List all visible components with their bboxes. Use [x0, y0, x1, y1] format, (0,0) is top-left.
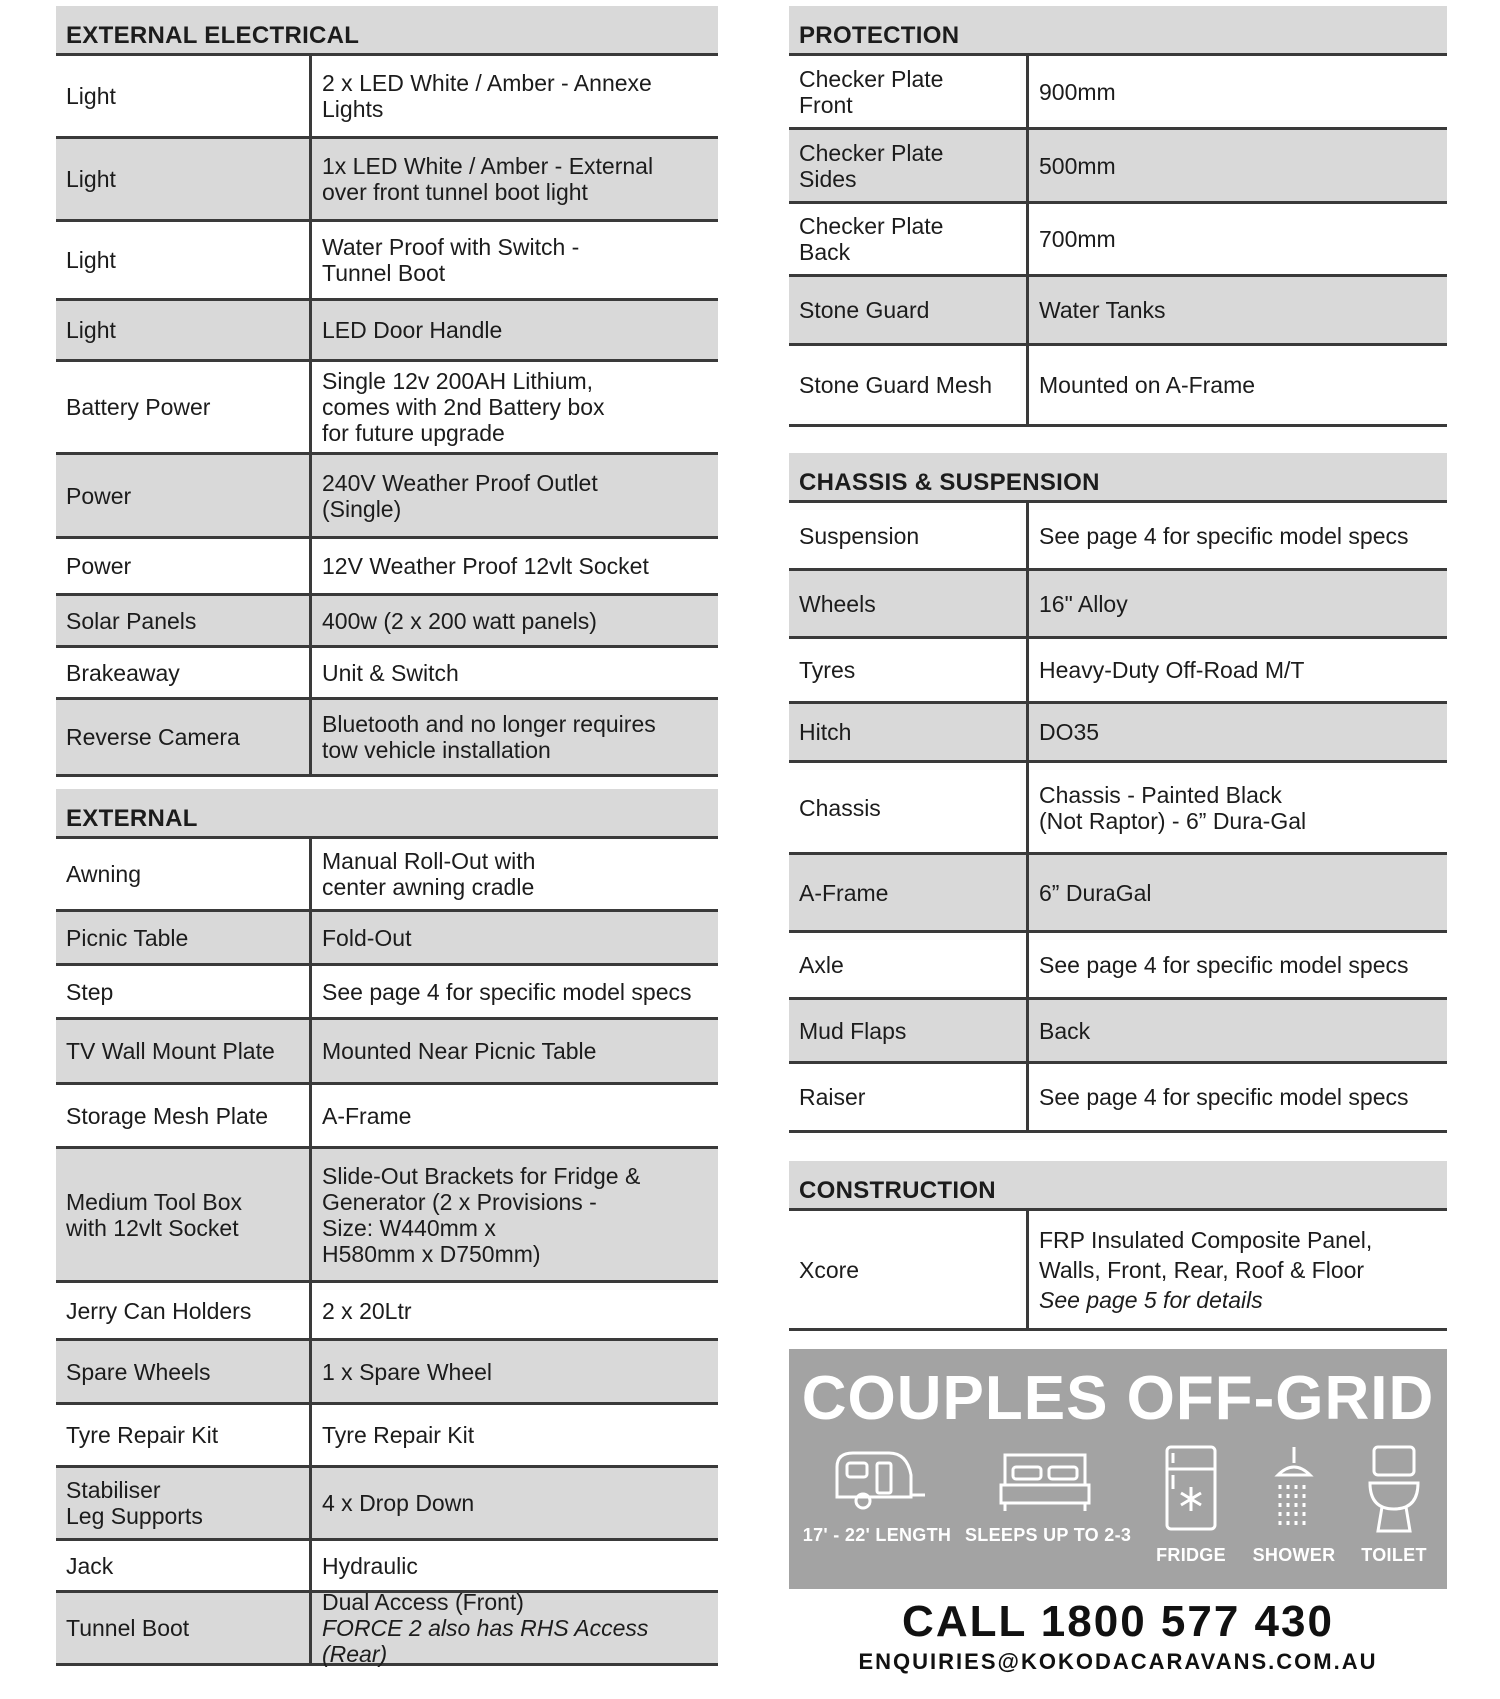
promo-title: COUPLES OFF-GRID [801, 1364, 1435, 1433]
spec-label: Light [56, 301, 312, 359]
spec-label: Checker Plate Sides [789, 130, 1029, 201]
spec-value-main: FRP Insulated Composite Panel, Walls, Front, Rear, Roof & Floor [1039, 1226, 1373, 1283]
spec-row [56, 839, 718, 912]
spec-row [789, 503, 1447, 571]
spec-row [56, 700, 718, 777]
section-title: EXTERNAL ELECTRICAL [56, 6, 718, 56]
spec-label: Tunnel Boot [56, 1593, 312, 1663]
spec-value: Mounted Near Picnic Table [322, 1038, 597, 1064]
spec-label: Tyre Repair Kit [56, 1405, 312, 1465]
feature-toilet [1349, 1445, 1439, 1566]
spec-label: Stabiliser Leg Supports [56, 1468, 312, 1538]
spec-label: Battery Power [56, 362, 312, 452]
spec-value: Unit & Switch [322, 659, 459, 686]
spec-row [56, 1283, 718, 1341]
spec-row [789, 1211, 1447, 1331]
spec-label: Chassis [789, 763, 1029, 852]
spec-value: 900mm [1039, 78, 1116, 105]
spec-label: Picnic Table [56, 912, 312, 963]
spec-value: Manual Roll-Out with center awning cradle [322, 848, 536, 900]
spec-row [56, 1341, 718, 1405]
spec-value-note: FORCE 2 also has RHS Access (Rear) [322, 1615, 649, 1667]
spec-label: Power [56, 455, 312, 536]
section-external [56, 789, 718, 1666]
call-number[interactable]: CALL 1800 577 430 [902, 1597, 1334, 1646]
spec-label: Raiser [789, 1064, 1029, 1130]
spec-value: See page 4 for specific model specs [322, 978, 692, 1005]
spec-label: TV Wall Mount Plate [56, 1020, 312, 1082]
promo-banner [789, 1349, 1447, 1589]
email-address[interactable]: ENQUIRIES@KOKODACARAVANS.COM.AU [858, 1649, 1378, 1674]
spec-value-note: See page 5 for details [1039, 1286, 1263, 1313]
spec-label: Step [56, 966, 312, 1017]
spec-value: Chassis - Painted Black (Not Raptor) - 6” Dura-Gal [1039, 781, 1307, 834]
spec-row [789, 639, 1447, 704]
spec-row [56, 966, 718, 1020]
spec-row [56, 1541, 718, 1593]
feature-label: SLEEPS UP TO 2-3 [965, 1525, 1132, 1545]
feature-label: FRIDGE [1156, 1545, 1226, 1565]
spec-value: 500mm [1039, 152, 1116, 179]
spec-value: 2 x 20Ltr [322, 1297, 412, 1324]
section-title: CONSTRUCTION [789, 1161, 1447, 1211]
spec-row [789, 204, 1447, 277]
spec-value: Slide-Out Brackets for Fridge & Generator (2 x Provisions - Size: W440mm x H580mm x D750mm) [322, 1162, 641, 1267]
spec-value: 400w (2 x 200 watt panels) [322, 607, 597, 634]
spec-row [56, 455, 718, 539]
spec-value: See page 4 for specific model specs [1039, 952, 1409, 978]
caravan-icon [827, 1445, 927, 1515]
section-external-electrical [56, 6, 718, 777]
feature-shower [1239, 1445, 1349, 1566]
spec-row [789, 130, 1447, 204]
spec-row [56, 1405, 718, 1468]
spec-label: Awning [56, 839, 312, 909]
spec-label: Brakeaway [56, 648, 312, 697]
left-column [56, 6, 718, 1678]
spec-label: Power [56, 539, 312, 593]
spec-label: Mud Flaps [789, 1000, 1029, 1061]
spec-label: Tyres [789, 639, 1029, 701]
spec-value: Single 12v 200AH Lithium, comes with 2nd Battery box for future upgrade [322, 368, 605, 446]
spec-label: A-Frame [789, 855, 1029, 930]
spec-row [789, 56, 1447, 130]
spec-label: Medium Tool Box with 12vlt Socket [56, 1149, 312, 1280]
spec-value: 2 x LED White / Amber - Annexe Lights [322, 70, 652, 122]
spec-row [56, 539, 718, 596]
fridge-icon [1161, 1445, 1221, 1535]
section-title: EXTERNAL [56, 789, 718, 839]
spec-row [789, 346, 1447, 427]
spec-value: Heavy-Duty Off-Road M/T [1039, 657, 1305, 683]
spec-label: Hitch [789, 704, 1029, 760]
spec-row [789, 763, 1447, 855]
right-column [789, 6, 1447, 1675]
spec-row [789, 571, 1447, 639]
spec-value: 4 x Drop Down [322, 1490, 475, 1516]
section-construction [789, 1161, 1447, 1331]
toilet-icon [1364, 1445, 1424, 1535]
spec-row [56, 1589, 718, 1667]
spec-label: Solar Panels [56, 596, 312, 645]
feature-sleeps [965, 1445, 1132, 1546]
spec-label: Storage Mesh Plate [56, 1085, 312, 1146]
spec-label: Stone Guard Mesh [789, 346, 1029, 424]
spec-row [56, 912, 718, 966]
shower-icon [1264, 1445, 1324, 1535]
spec-row [56, 1020, 718, 1085]
spec-label: Axle [789, 933, 1029, 997]
feature-label: TOILET [1361, 1545, 1427, 1565]
spec-value: 6” DuraGal [1039, 879, 1152, 906]
spec-value: A-Frame [322, 1102, 412, 1129]
spec-value: Hydraulic [322, 1552, 418, 1579]
spec-label: Checker Plate Back [789, 204, 1029, 274]
section-protection [789, 6, 1447, 427]
spec-value: 16" Alloy [1039, 590, 1128, 617]
spec-value: Bluetooth and no longer requires tow vehicle installation [322, 711, 656, 763]
spec-label: Light [56, 139, 312, 219]
section-chassis-suspension [789, 453, 1447, 1133]
spec-label: Reverse Camera [56, 700, 312, 774]
spec-label: Suspension [789, 503, 1029, 568]
feature-fridge [1141, 1445, 1241, 1566]
spec-row [56, 222, 718, 301]
spec-value: Tyre Repair Kit [322, 1422, 475, 1448]
spec-value: See page 4 for specific model specs [1039, 1084, 1409, 1110]
spec-value: Mounted on A-Frame [1039, 372, 1256, 398]
spec-label: Jerry Can Holders [56, 1283, 312, 1338]
spec-value: 12V Weather Proof 12vlt Socket [322, 553, 649, 579]
spec-row [56, 362, 718, 455]
spec-row [789, 855, 1447, 933]
spec-row [789, 277, 1447, 346]
spec-row [789, 1000, 1447, 1064]
bed-icon [995, 1445, 1095, 1515]
spec-value [312, 1589, 718, 1667]
spec-label: Jack [56, 1541, 312, 1590]
spec-value: 1 x Spare Wheel [322, 1358, 493, 1385]
spec-row [56, 1468, 718, 1541]
spec-label: Xcore [789, 1211, 1029, 1328]
feature-length [797, 1445, 957, 1546]
spec-row [56, 301, 718, 362]
section-title: CHASSIS & SUSPENSION [789, 453, 1447, 503]
spec-row [56, 1149, 718, 1283]
spec-value: 1x LED White / Amber - External over front tunnel boot light [322, 153, 654, 205]
spec-label: Light [56, 222, 312, 298]
spec-value: See page 4 for specific model specs [1039, 522, 1409, 549]
spec-value: Water Tanks [1039, 297, 1166, 323]
spec-value: 240V Weather Proof Outlet (Single) [322, 469, 598, 522]
spec-row [789, 704, 1447, 763]
spec-row [56, 1085, 718, 1149]
feature-label: 17' - 22' LENGTH [802, 1525, 952, 1545]
spec-label: Light [56, 56, 312, 136]
section-title: PROTECTION [789, 6, 1447, 56]
spec-row [789, 1064, 1447, 1133]
spec-value: LED Door Handle [322, 317, 503, 343]
spec-label: Stone Guard [789, 277, 1029, 343]
spec-label: Checker Plate Front [789, 56, 1029, 127]
spec-label: Spare Wheels [56, 1341, 312, 1402]
spec-value-main: Dual Access (Front) [322, 1589, 524, 1615]
feature-label: SHOWER [1252, 1545, 1336, 1565]
spec-value: Back [1039, 1017, 1091, 1044]
spec-value [1029, 1211, 1447, 1328]
spec-value: DO35 [1039, 719, 1100, 745]
spec-value: 700mm [1039, 226, 1116, 252]
spec-row [56, 648, 718, 700]
spec-value: Fold-Out [322, 924, 412, 951]
spec-row [56, 596, 718, 648]
spec-row [789, 933, 1447, 1000]
spec-row [56, 139, 718, 222]
spec-label: Wheels [789, 571, 1029, 636]
spec-value: Water Proof with Switch - Tunnel Boot [322, 234, 580, 286]
spec-row [56, 56, 718, 139]
